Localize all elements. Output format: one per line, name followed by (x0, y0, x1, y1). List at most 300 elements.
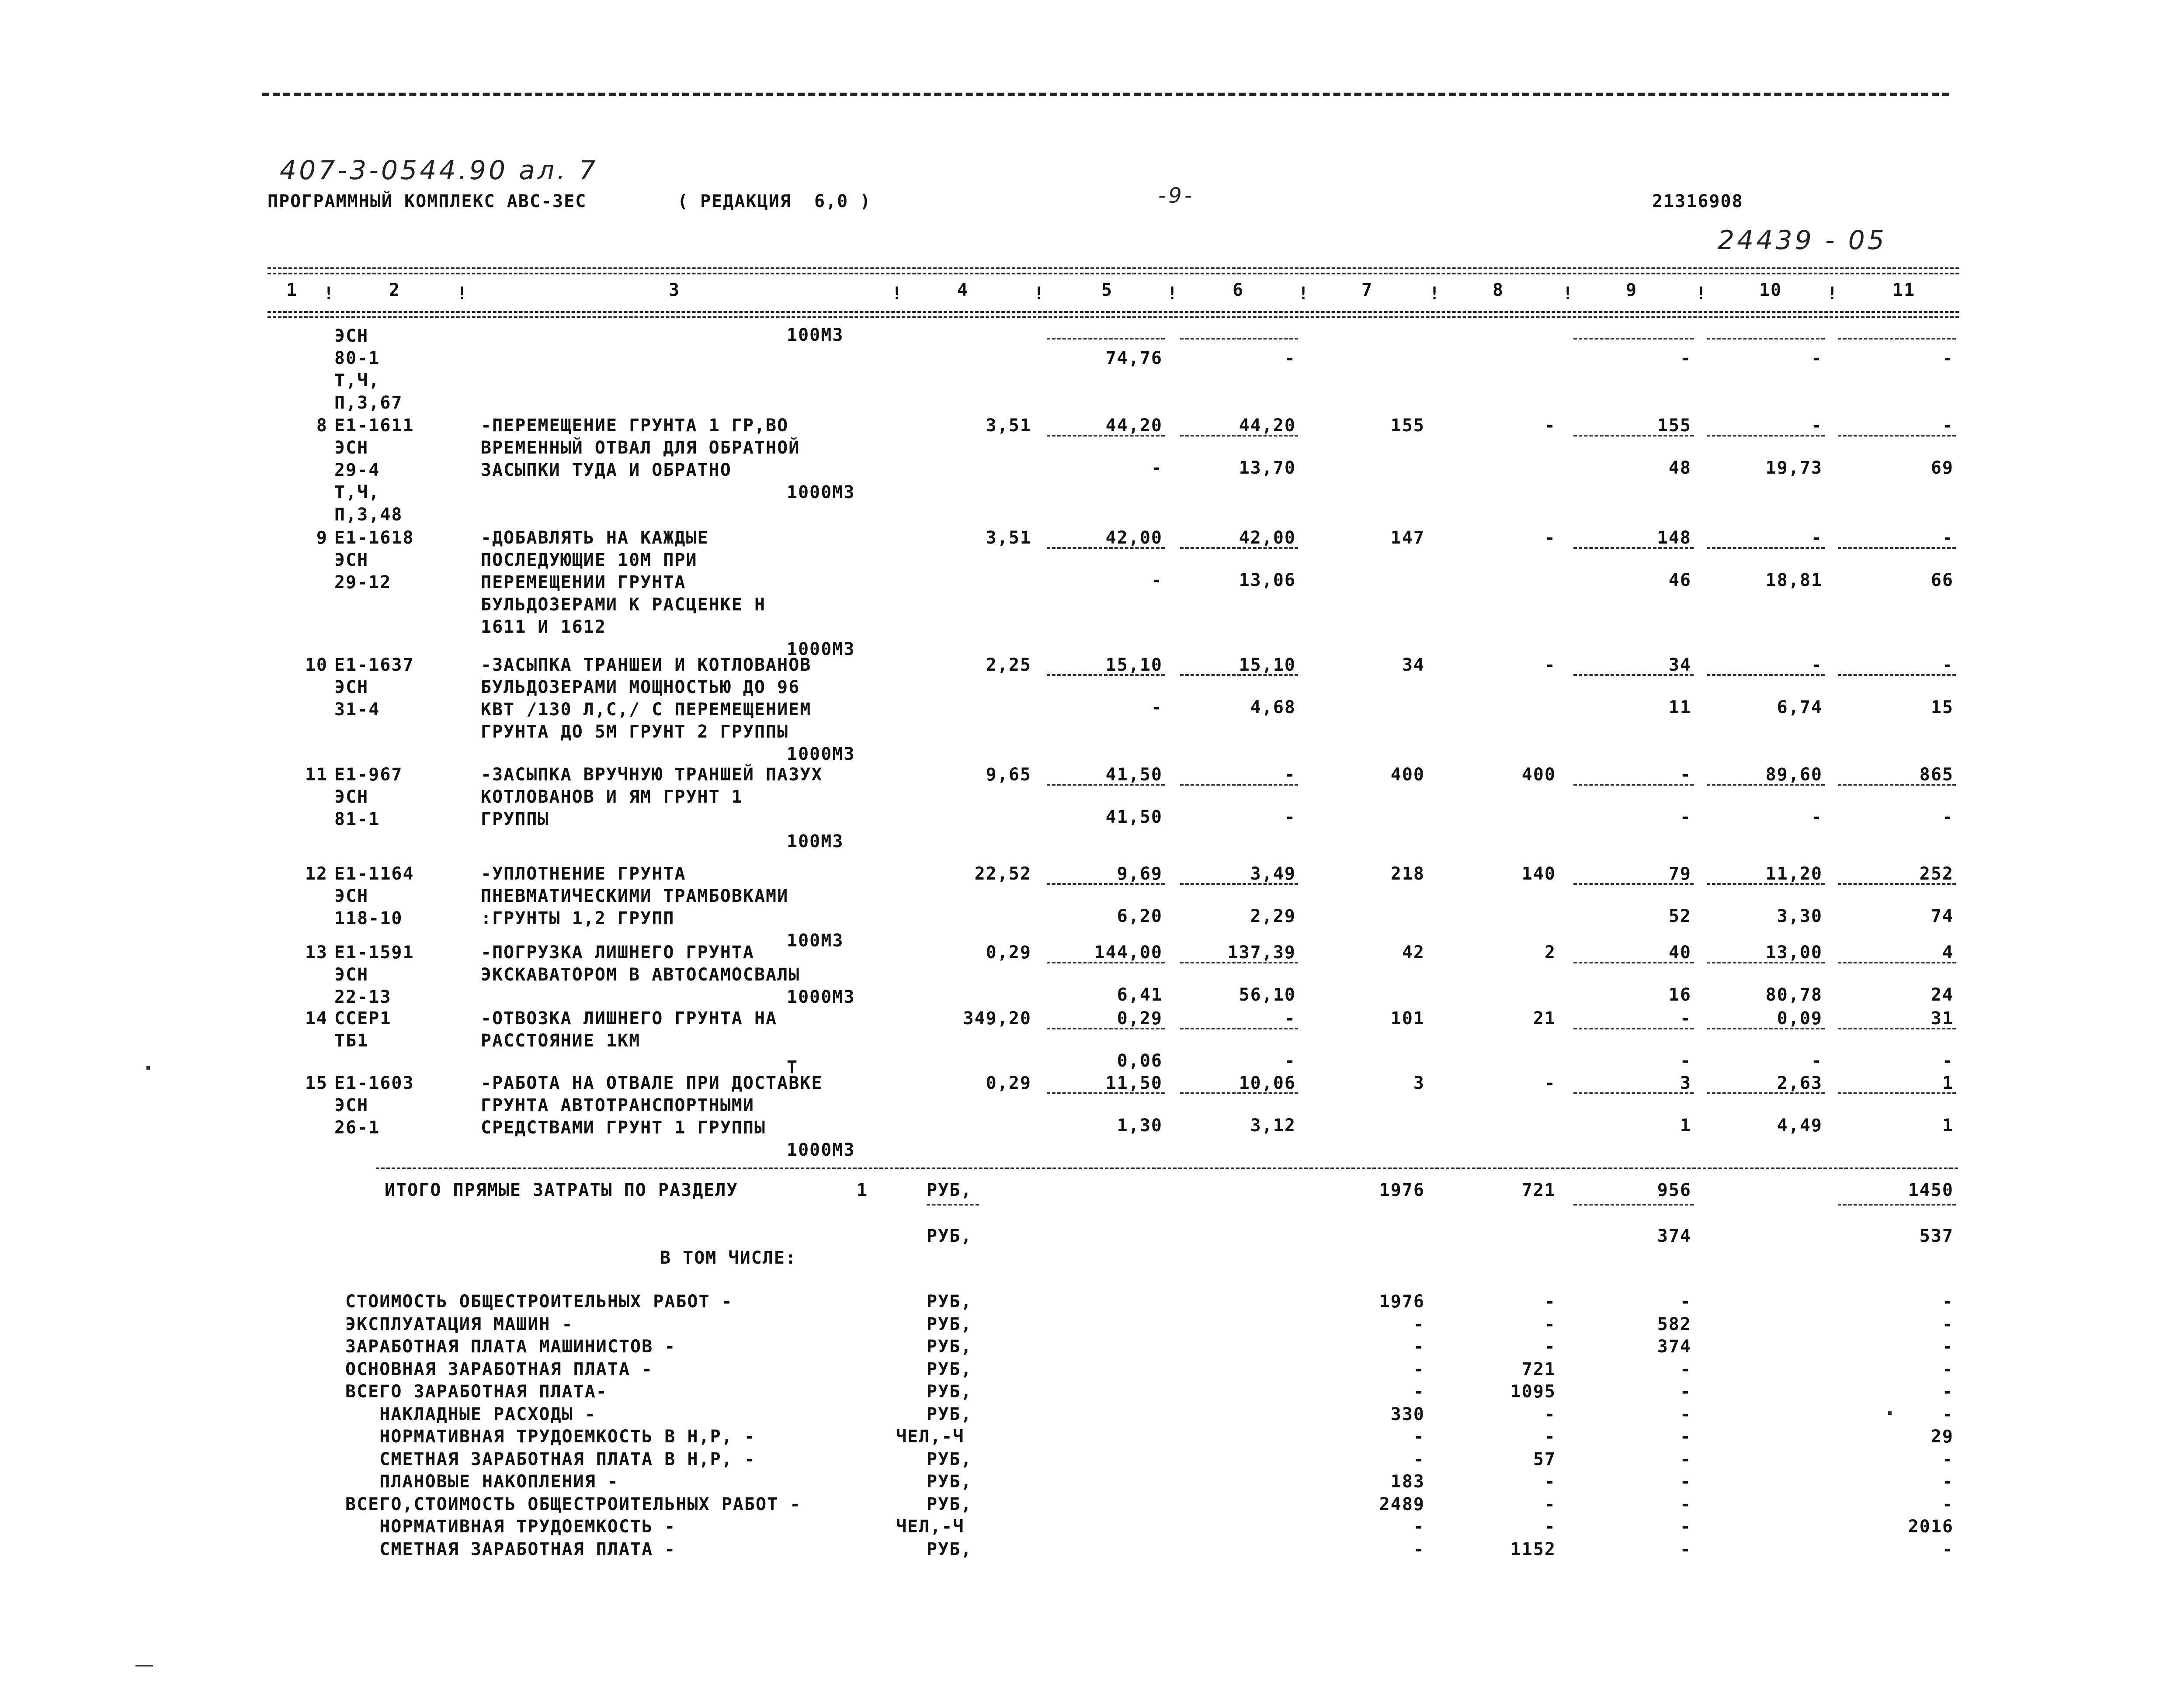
subtotal-dash-rule (1573, 962, 1694, 963)
summary-col7: - (1413, 1337, 1425, 1357)
table-top-rule-2 (267, 273, 1959, 274)
continued-col11: - (1942, 348, 1954, 368)
summary-col8: - (1544, 1517, 1556, 1537)
row-col9-a: 3 (1680, 1073, 1691, 1093)
row-col10-a: - (1811, 416, 1823, 436)
row-col5-a: 15,10 (1105, 655, 1163, 675)
subtotal-dash-rule (1047, 784, 1165, 786)
row-col11-a: - (1942, 528, 1954, 548)
summary-col9: 582 (1657, 1314, 1691, 1334)
row-col11-b: 1 (1942, 1116, 1954, 1136)
subtotal-dash-rule (1180, 547, 1298, 549)
summary-col7: - (1413, 1517, 1425, 1537)
row-description: -ПОГРУЗКА ЛИШНЕГО ГРУНТА (481, 942, 754, 963)
row-col7: 155 (1390, 416, 1425, 436)
summary-col11: - (1942, 1494, 1954, 1514)
row-number: 13 (305, 942, 328, 963)
summary-col8: 1152 (1510, 1539, 1556, 1559)
row-col9-b: 46 (1668, 570, 1691, 590)
row-col10-a: 89,60 (1765, 765, 1823, 785)
table-top-rule (267, 267, 1959, 269)
row-code: ЭСН (334, 550, 369, 570)
summary-col9: - (1680, 1449, 1691, 1469)
row-col8: 400 (1521, 765, 1556, 785)
row-col6-a: 10,06 (1239, 1073, 1296, 1093)
row-code: ЭСН (334, 787, 369, 807)
subtotal-dash-rule (1573, 435, 1694, 437)
row-col6-a: - (1284, 1008, 1296, 1029)
row-col7: 400 (1390, 765, 1425, 785)
subtotal-dash-rule (1838, 1204, 1956, 1206)
total-col11: 1450 (1908, 1180, 1954, 1200)
total-unit: РУБ, (927, 1180, 972, 1200)
row-col10-a: - (1811, 528, 1823, 548)
row-col6-b: 13,70 (1239, 458, 1296, 478)
row-description: БУЛЬДОЗЕРАМИ МОЩНОСТЬЮ ДО 96 (481, 677, 800, 697)
column-separator: ! (1034, 284, 1045, 304)
subtotal-dash-rule (1838, 1092, 1956, 1094)
row-unit: Т (787, 1057, 799, 1077)
continued-code: 80-1 (334, 348, 380, 368)
subtotal-dash-rule (1838, 435, 1956, 437)
row-number: 14 (305, 1008, 328, 1029)
subtotal-dash-rule (1180, 1092, 1298, 1094)
row-description: КОТЛОВАНОВ И ЯМ ГРУНТ 1 (481, 787, 743, 807)
summary-col7: - (1413, 1314, 1425, 1334)
summary-label: НОРМАТИВНАЯ ТРУДОЕМКОСТЬ В Н,Р, - (345, 1427, 756, 1447)
total-col9-b: 374 (1657, 1226, 1691, 1246)
row-col5-a: 9,69 (1117, 864, 1163, 884)
summary-unit: РУБ, (927, 1449, 972, 1469)
subtotal-dash-rule (1047, 883, 1165, 885)
column-separator: ! (1827, 284, 1839, 304)
row-unit: 1000М3 (787, 639, 855, 659)
row-unit: 1000М3 (787, 482, 855, 502)
row-col11-b: 24 (1931, 985, 1954, 1005)
summary-col9: - (1680, 1494, 1691, 1514)
subtotal-dash-rule (1573, 674, 1694, 676)
summary-unit: РУБ, (927, 1292, 972, 1312)
summary-unit: РУБ, (927, 1404, 972, 1424)
subtotal-dash-rule (1707, 338, 1825, 340)
summary-col7: - (1413, 1427, 1425, 1447)
column-separator: ! (457, 284, 469, 304)
top-dash-border (262, 93, 1949, 96)
column-header-7: 7 (1361, 280, 1373, 300)
edition-label: ( РЕДАКЦИЯ 6,0 ) (677, 191, 872, 211)
subtotal-dash-rule (1047, 674, 1165, 676)
subtotal-dash-rule (1838, 674, 1956, 676)
row-description: -ЗАСЫПКА ВРУЧНУЮ ТРАНШЕЙ ПАЗУХ (481, 765, 823, 785)
row-description: СРЕДСТВАМИ ГРУНТ 1 ГРУППЫ (481, 1118, 766, 1138)
subtotal-dash-rule (1180, 962, 1298, 963)
summary-col9: - (1680, 1427, 1691, 1447)
row-col11-a: 4 (1942, 942, 1954, 963)
row-col5-a: 144,00 (1094, 942, 1163, 963)
row-col6-a: 15,10 (1239, 655, 1296, 675)
total-label: ИТОГО ПРЯМЫЕ ЗАТРАТЫ ПО РАЗДЕЛУ (385, 1180, 738, 1200)
column-separator: ! (1298, 284, 1310, 304)
continued-unit: 100М3 (787, 325, 844, 345)
row-col9-a: 34 (1668, 655, 1691, 675)
subtotal-dash-rule (1047, 1092, 1165, 1094)
program-title: ПРОГРАММНЫЙ КОМПЛЕКС АВС-3ЕС (267, 191, 587, 211)
row-quantity: 0,29 (986, 942, 1031, 963)
row-col10-b: 80,78 (1765, 985, 1823, 1005)
column-separator: ! (892, 284, 903, 304)
summary-col8: - (1544, 1337, 1556, 1357)
summary-col7: 183 (1390, 1472, 1425, 1492)
row-col11-b: 74 (1931, 906, 1954, 926)
total-col9: 956 (1657, 1180, 1691, 1200)
row-col5-b: - (1151, 697, 1163, 717)
subtotal-dash-rule (1838, 338, 1956, 340)
row-quantity: 22,52 (974, 864, 1031, 884)
row-quantity: 3,51 (986, 528, 1031, 548)
scan-speck (146, 1066, 150, 1070)
row-col11-b: 66 (1931, 570, 1954, 590)
row-col5-a: 11,50 (1105, 1073, 1163, 1093)
summary-col8: 1095 (1510, 1382, 1556, 1402)
summary-label: ЗАРАБОТНАЯ ПЛАТА МАШИНИСТОВ - (345, 1337, 676, 1357)
row-code: Е1-967 (334, 765, 403, 785)
row-code: ЭСН (334, 886, 369, 906)
row-code: 26-1 (334, 1118, 380, 1138)
row-description: -ПЕРЕМЕЩЕНИЕ ГРУНТА 1 ГР,ВО (481, 416, 789, 436)
continued-col10: - (1811, 348, 1823, 368)
row-code: Е1-1164 (334, 864, 414, 884)
row-col7: 34 (1402, 655, 1425, 675)
column-header-2: 2 (389, 280, 401, 300)
row-unit: 1000М3 (787, 987, 855, 1007)
summary-unit: РУБ, (927, 1359, 972, 1379)
row-description: -ДОБАВЛЯТЬ НА КАЖДЫЕ (481, 528, 709, 548)
row-col9-b: 1 (1680, 1116, 1691, 1136)
row-description: ПОСЛЕДУЮЩИЕ 10М ПРИ (481, 550, 698, 570)
row-description: -УПЛОТНЕНИЕ ГРУНТА (481, 864, 686, 884)
row-code: Е1-1611 (334, 416, 414, 436)
subtotal-dash-rule (1180, 883, 1298, 885)
row-description: ГРУНТА ДО 5М ГРУНТ 2 ГРУППЫ (481, 722, 789, 742)
summary-label: ЭКСПЛУАТАЦИЯ МАШИН - (345, 1314, 573, 1334)
summary-label: ВСЕГО,СТОИМОСТЬ ОБЩЕСТРОИТЕЛЬНЫХ РАБОТ - (345, 1494, 802, 1514)
row-col8: 140 (1521, 864, 1556, 884)
column-separator: ! (323, 284, 335, 304)
row-col10-a: - (1811, 655, 1823, 675)
row-description: БУЛЬДОЗЕРАМИ К РАСЦЕНКЕ Н (481, 595, 766, 615)
summary-col7: - (1413, 1449, 1425, 1469)
summary-col7: 1976 (1379, 1292, 1425, 1312)
row-col10-b: 6,74 (1777, 697, 1823, 717)
header-bottom-rule (267, 311, 1959, 313)
row-col9-b: - (1680, 1051, 1691, 1071)
row-code: 29-4 (334, 460, 380, 480)
row-code: ЭСН (334, 438, 369, 458)
row-code: ЭСН (334, 1095, 369, 1116)
column-separator: ! (1167, 284, 1179, 304)
row-col9-a: 155 (1657, 416, 1691, 436)
row-col5-b: 1,30 (1117, 1116, 1163, 1136)
summary-col11: - (1942, 1382, 1954, 1402)
row-col6-b: - (1284, 807, 1296, 827)
total-col8: 721 (1521, 1180, 1556, 1200)
summary-col8: - (1544, 1404, 1556, 1424)
row-col5-b: - (1151, 570, 1163, 590)
row-description: КВТ /130 Л,С,/ С ПЕРЕМЕЩЕНИЕМ (481, 700, 812, 720)
summary-unit: ЧЕЛ,-Ч (896, 1427, 965, 1447)
summary-col9: - (1680, 1539, 1691, 1559)
summary-col11: - (1942, 1404, 1954, 1424)
row-description: ПНЕВМАТИЧЕСКИМИ ТРАМБОВКАМИ (481, 886, 789, 906)
row-col10-a: 0,09 (1777, 1008, 1823, 1029)
row-col5-a: 42,00 (1105, 528, 1163, 548)
row-description: ГРУНТА АВТОТРАНСПОРТНЫМИ (481, 1095, 754, 1116)
row-code: 118-10 (334, 908, 403, 928)
row-col10-a: 2,63 (1777, 1073, 1823, 1093)
row-col5-a: 44,20 (1105, 416, 1163, 436)
continued-code: Т,Ч, (334, 371, 380, 391)
including-label: В ТОМ ЧИСЛЕ: (660, 1248, 797, 1268)
row-col10-b: 4,49 (1777, 1116, 1823, 1136)
summary-col9: - (1680, 1472, 1691, 1492)
subtotal-dash-rule (1180, 1028, 1298, 1029)
subtotal-dash-rule (1838, 784, 1956, 786)
row-description: ЗАСЫПКИ ТУДА И ОБРАТНО (481, 460, 732, 480)
row-col9-b: 48 (1668, 458, 1691, 478)
row-col11-a: 252 (1919, 864, 1954, 884)
row-description: -ОТВОЗКА ЛИШНЕГО ГРУНТА НА (481, 1008, 778, 1029)
row-col11-a: 31 (1931, 1008, 1954, 1029)
subtotal-dash-rule (1047, 338, 1165, 340)
total-unit-2: РУБ, (927, 1226, 972, 1246)
column-header-11: 11 (1892, 280, 1916, 300)
summary-label: НОРМАТИВНАЯ ТРУДОЕМКОСТЬ - (345, 1517, 676, 1537)
subtotal-dash-rule (1838, 1028, 1956, 1029)
row-quantity: 0,29 (986, 1073, 1031, 1093)
summary-col11: - (1942, 1472, 1954, 1492)
subtotal-dash-rule (1573, 1092, 1694, 1094)
row-col6-b: - (1284, 1051, 1296, 1071)
continued-col9: - (1680, 348, 1691, 368)
row-col6-b: 3,12 (1250, 1116, 1296, 1136)
row-number: 11 (305, 765, 328, 785)
subtotal-dash-rule (1573, 883, 1694, 885)
row-col8: - (1544, 655, 1556, 675)
summary-label: ВСЕГО ЗАРАБОТНАЯ ПЛАТА- (345, 1382, 608, 1402)
row-col5-b: 6,41 (1117, 985, 1163, 1005)
row-col10-b: 19,73 (1765, 458, 1823, 478)
column-separator: ! (1429, 284, 1441, 304)
subtotal-dash-rule (1573, 1204, 1694, 1206)
row-col11-a: 865 (1919, 765, 1954, 785)
summary-label: НАКЛАДНЫЕ РАСХОДЫ - (345, 1404, 596, 1424)
subtotal-dash-rule (1180, 784, 1298, 786)
summary-col7: - (1413, 1359, 1425, 1379)
header-bottom-rule-2 (267, 316, 1959, 318)
summary-col8: - (1544, 1427, 1556, 1447)
continued-code: П,3,67 (334, 393, 403, 413)
summary-col9: - (1680, 1517, 1691, 1537)
row-col8: 2 (1544, 942, 1556, 963)
row-code: ТБ1 (334, 1031, 369, 1051)
row-code: 29-12 (334, 572, 392, 592)
column-header-3: 3 (669, 280, 681, 300)
column-header-6: 6 (1233, 280, 1244, 300)
row-col9-b: 52 (1668, 906, 1691, 926)
subtotal-dash-rule (1573, 547, 1694, 549)
subtotal-dash-rule (927, 1204, 979, 1206)
row-col5-b: 0,06 (1117, 1051, 1163, 1071)
row-col9-a: 79 (1668, 864, 1691, 884)
summary-col11: - (1942, 1337, 1954, 1357)
column-header-5: 5 (1101, 280, 1113, 300)
row-col11-b: 15 (1931, 697, 1954, 717)
summary-unit: РУБ, (927, 1494, 972, 1514)
stamp-number-handwritten: 24439 - 05 (1718, 225, 1887, 256)
row-col7: 42 (1402, 942, 1425, 963)
subtotal-dash-rule (1838, 883, 1956, 885)
row-col11-a: 1 (1942, 1073, 1954, 1093)
summary-label: СМЕТНАЯ ЗАРАБОТНАЯ ПЛАТА - (345, 1539, 676, 1559)
continued-col6: - (1284, 348, 1296, 368)
column-header-1: 1 (286, 280, 298, 300)
scan-speck (135, 1665, 153, 1666)
subtotal-dash-rule (1573, 1028, 1694, 1029)
row-number: 15 (305, 1073, 328, 1093)
row-col6-a: 137,39 (1227, 942, 1296, 963)
row-code: Е1-1591 (334, 942, 414, 963)
row-number: 8 (316, 416, 328, 436)
column-header-8: 8 (1493, 280, 1504, 300)
total-col11-b: 537 (1919, 1226, 1954, 1246)
row-col10-b: 3,30 (1777, 906, 1823, 926)
row-code: ЭСН (334, 677, 369, 697)
row-col6-b: 13,06 (1239, 570, 1296, 590)
summary-col9: - (1680, 1292, 1691, 1312)
row-description: -РАБОТА НА ОТВАЛЕ ПРИ ДОСТАВКЕ (481, 1073, 823, 1093)
row-col11-a: - (1942, 416, 1954, 436)
summary-col8: 721 (1521, 1359, 1556, 1379)
row-description: РАССТОЯНИЕ 1КМ (481, 1031, 641, 1051)
subtotal-dash-rule (1180, 338, 1298, 340)
row-number: 10 (305, 655, 328, 675)
row-unit: 100М3 (787, 931, 844, 951)
row-number: 12 (305, 864, 328, 884)
row-col11-b: - (1942, 1051, 1954, 1071)
row-code: Т,Ч, (334, 482, 380, 502)
row-col10-a: 13,00 (1765, 942, 1823, 963)
row-description: ВРЕМЕННЫЙ ОТВАЛ ДЛЯ ОБРАТНОЙ (481, 438, 800, 458)
column-separator: ! (1696, 284, 1708, 304)
summary-col8: 57 (1533, 1449, 1556, 1469)
row-col7: 218 (1390, 864, 1425, 884)
summary-col7: - (1413, 1382, 1425, 1402)
row-col6-b: 56,10 (1239, 985, 1296, 1005)
summary-unit: РУБ, (927, 1337, 972, 1357)
subtotal-dash-rule (1707, 674, 1825, 676)
row-code: 31-4 (334, 700, 380, 720)
row-code: Е1-1637 (334, 655, 414, 675)
row-col7: 3 (1413, 1073, 1425, 1093)
summary-unit: РУБ, (927, 1314, 972, 1334)
scan-speck (1888, 1411, 1892, 1415)
row-description: ПЕРЕМЕЩЕНИИ ГРУНТА (481, 572, 686, 592)
row-description: 1611 И 1612 (481, 617, 606, 637)
row-col9-a: 148 (1657, 528, 1691, 548)
doc-number: 21316908 (1652, 191, 1743, 211)
subtotal-dash-rule (1707, 1092, 1825, 1094)
column-separator: ! (1562, 284, 1574, 304)
summary-col9: - (1680, 1404, 1691, 1424)
summary-label: ОСНОВНАЯ ЗАРАБОТНАЯ ПЛАТА - (345, 1359, 653, 1379)
row-col7: 147 (1390, 528, 1425, 548)
subtotal-dash-rule (1573, 338, 1694, 340)
row-col11-b: - (1942, 807, 1954, 827)
row-col10-b: - (1811, 807, 1823, 827)
summary-col11: - (1942, 1539, 1954, 1559)
row-number: 9 (316, 528, 328, 548)
subtotal-dash-rule (1707, 962, 1825, 963)
summary-col7: 2489 (1379, 1494, 1425, 1514)
subtotal-dash-rule (1047, 962, 1165, 963)
total-section: 1 (857, 1180, 868, 1200)
row-col7: 101 (1390, 1008, 1425, 1029)
row-col9-b: 16 (1668, 985, 1691, 1005)
summary-label: ПЛАНОВЫЕ НАКОПЛЕНИЯ - (345, 1472, 619, 1492)
summary-unit: ЧЕЛ,-Ч (896, 1517, 965, 1537)
subtotal-dash-rule (1180, 435, 1298, 437)
row-col11-a: - (1942, 655, 1954, 675)
continued-code: ЭСН (334, 326, 369, 346)
row-col6-b: 2,29 (1250, 906, 1296, 926)
row-code: 81-1 (334, 809, 380, 829)
summary-col9: - (1680, 1359, 1691, 1379)
row-col9-a: - (1680, 765, 1691, 785)
row-code: ЭСН (334, 965, 369, 985)
row-code: 22-13 (334, 987, 392, 1007)
row-col6-a: 42,00 (1239, 528, 1296, 548)
row-col6-a: 3,49 (1250, 864, 1296, 884)
row-col11-b: 69 (1931, 458, 1954, 478)
continued-col5: 74,76 (1105, 348, 1163, 368)
row-quantity: 3,51 (986, 416, 1031, 436)
row-col5-b: - (1151, 458, 1163, 478)
row-code: Е1-1618 (334, 528, 414, 548)
subtotal-dash-rule (1838, 547, 1956, 549)
row-unit: 1000М3 (787, 744, 855, 764)
row-col9-a: 40 (1668, 942, 1691, 963)
subtotal-dash-rule (1838, 962, 1956, 963)
column-header-4: 4 (957, 280, 969, 300)
row-code: П,3,48 (334, 505, 403, 525)
row-col10-b: 18,81 (1765, 570, 1823, 590)
row-quantity: 9,65 (986, 765, 1031, 785)
row-quantity: 349,20 (963, 1008, 1031, 1029)
row-col5-b: 41,50 (1105, 807, 1163, 827)
summary-col8: - (1544, 1494, 1556, 1514)
summary-col7: 330 (1390, 1404, 1425, 1424)
row-col9-a: - (1680, 1008, 1691, 1029)
summary-col8: - (1544, 1292, 1556, 1312)
row-col6-a: - (1284, 765, 1296, 785)
row-quantity: 2,25 (986, 655, 1031, 675)
row-description: -ЗАСЫПКА ТРАНШЕИ И КОТЛОВАНОВ (481, 655, 812, 675)
subtotal-dash-rule (1573, 784, 1694, 786)
summary-col11: 29 (1931, 1427, 1954, 1447)
summary-col9: 374 (1657, 1337, 1691, 1357)
summary-label: СТОИМОСТЬ ОБЩЕСТРОИТЕЛЬНЫХ РАБОТ - (345, 1292, 733, 1312)
row-col9-b: - (1680, 807, 1691, 827)
